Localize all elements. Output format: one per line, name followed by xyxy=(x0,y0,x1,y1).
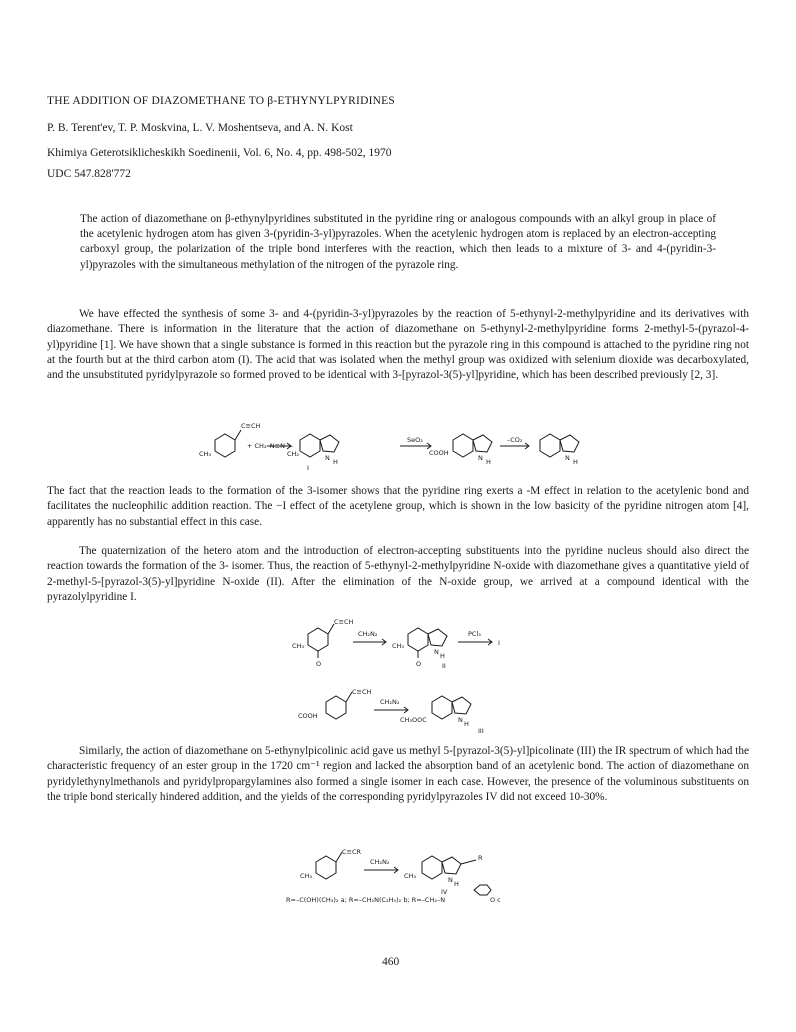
reaction-scheme-1 xyxy=(195,418,615,474)
scheme2-ch3a: CH₃ xyxy=(292,642,305,650)
scheme1-n3: N xyxy=(565,454,570,462)
abstract: The action of diazomethane on β-ethynylpyridines substituted in the pyridine ring or analogous compounds with an alkyl group in place of the acetylenic hydrogen atom has given 3-(pyridin-3-yl)pyrazoles. When the acetylenic hydrogen atom is replaced by an electron-accepting carboxyl group, the polarization of the triple bond interferes with the reaction, which then leads to a mixture of 3- and 4-(pyridin-3-yl)pyrazoles with the simultaneous methylation of the nitrogen of the pyrazole ring. xyxy=(80,213,716,271)
paragraph-2 xyxy=(47,484,749,530)
scheme4-n: N xyxy=(448,876,453,884)
page-number: 460 xyxy=(382,956,400,968)
scheme4-r-definitions: R=–C(OH)(CH₃)₂ a; R=–CH₂N(C₂H₅)₂ b; R=–CH₂–N xyxy=(286,896,446,904)
scheme2-reagent: CH₂N₂ xyxy=(358,630,378,638)
scheme1-h3: H xyxy=(573,458,578,466)
journal-citation: Khimiya Geterotsiklicheskikh Soedinenii, Vol. 6, No. 4, pp. 498-502, 1970 xyxy=(47,147,392,159)
scheme1-seo2: SeO₂ xyxy=(407,436,423,444)
paragraph-3: The quaternization of the hetero atom and the introduction of electron-accepting substituents into the pyridine nucleus should also direct the reaction towards the formation of the 3- isomer. Thus, the reaction of 5-ethynyl-2-methylpyridine N-oxide with diazomethane gives a quantitative yield of 2-methyl-5-[pyrazol-3(5)-yl]pyridine N-oxide (II). After the elimination of the N-oxide group, we arrived at a compound identical with the pyrazolylpyridine I. xyxy=(47,545,749,603)
scheme4-r: R xyxy=(478,854,483,862)
scheme4-ch3a: CH₃ xyxy=(300,872,313,880)
scheme2-pcl3: PCl₃ xyxy=(468,630,481,638)
paragraph-2-text: The fact that the reaction leads to the formation of the 3-isomer shows that the pyridine ring exerts a -M effect in relation to the acetylenic bond and facilitates the nucleophilic addition reaction. The −I effect of the acetylene group, which is shown in the low basicity of the pyridine nitrogen atom [4], apparently has no substantial effect in this case. xyxy=(47,485,749,528)
scheme4-substituents xyxy=(286,890,556,910)
scheme1-h1: H xyxy=(333,458,338,466)
scheme3-ester: CH₃OOC xyxy=(400,716,427,724)
scheme4-ch3b: CH₃ xyxy=(404,872,417,880)
scheme1-co2: –CO₂ xyxy=(507,436,523,444)
scheme1-cch: C≡CH xyxy=(241,422,261,430)
scheme2-h: H xyxy=(440,652,445,660)
scheme1-ch3: CH₃ xyxy=(199,450,212,458)
scheme3-h: H xyxy=(464,720,469,728)
paper-title: THE ADDITION OF DIAZOMETHANE TO β-ETHYNYLPYRIDINES xyxy=(47,95,395,107)
scheme3-reagent: CH₂N₂ xyxy=(380,698,400,706)
reaction-scheme-2 xyxy=(288,618,528,678)
scheme4-h: H xyxy=(454,880,459,888)
udc-code: UDC 547.828'772 xyxy=(47,168,131,180)
scheme2-to-i: I xyxy=(498,639,500,647)
scheme2-label-ii: II xyxy=(442,662,446,670)
scheme1-ch3b: CH₂ xyxy=(287,450,300,458)
scheme1-h2: H xyxy=(486,458,491,466)
scheme2-oxa: O xyxy=(316,660,322,668)
scheme4-morpholine-c: O c xyxy=(490,896,501,904)
scheme2-cch: C≡CH xyxy=(334,618,354,626)
paragraph-1: We have effected the synthesis of some 3- and 4-(pyridin-3-yl)pyrazoles by the reaction of 5-ethynyl-2-methylpyridine and its derivatives with diazomethane. There is information in the literature that the action of diazomethane on 5-ethynyl-2-methylpyridine forms 2-methyl-5-(pyrazol-4-yl)pyridine [1]. We have shown that a single substance is formed in this reaction but the pyrazole ring in this compound is attached to the pyridine ring not at the fourth but at the third carbon atom (I). The acid that was isolated when the methyl group was oxidized with selenium dioxide was decarboxylated, and the unsubstituted pyridylpyrazole so formed proved to be identical with 3-[pyrazol-3(5)-yl]pyridine, which has been described previously [2, 3]. xyxy=(47,308,749,382)
scheme1-label-i: I xyxy=(307,464,309,472)
reaction-scheme-3 xyxy=(296,688,516,738)
scheme2-ch3b: CH₃ xyxy=(392,642,405,650)
paragraph-4: Similarly, the action of diazomethane on 5-ethynylpicolinic acid gave us methyl 5-[pyrazol-3(5)-yl]picolinate (III) the IR spectrum of which had the characteristic frequency of an ester group in the 1720 cm⁻¹ region and lacked the absorption band of an acetylenic bond. The action of diazomethane on pyridylethynylmethanols and pyridylpropargylamines also formed a single isomer in each case. However, the presence of the voluminous substituents on the triple bond sterically hindered addition, and the yields of the corresponding pyridylpyrazoles IV did not exceed 10-30%. xyxy=(47,745,749,803)
scheme2-oxb: O xyxy=(416,660,422,668)
scheme1-diazo: + CH₂–N≡N — xyxy=(247,442,294,450)
scheme1-n2: N xyxy=(478,454,483,462)
scheme2-n: N xyxy=(434,648,439,656)
scheme1-cooh: COOH xyxy=(429,449,449,457)
scheme4-ccr: C≡CR xyxy=(342,848,362,856)
scheme1-n1: N xyxy=(325,454,330,462)
authors: P. B. Terent'ev, T. P. Moskvina, L. V. Moshentseva, and A. N. Kost xyxy=(47,122,353,134)
scheme3-n: N xyxy=(458,716,463,724)
scheme3-label-iii: III xyxy=(478,727,484,735)
scheme4-reagent: CH₂N₂ xyxy=(370,858,390,866)
scheme3-cooh: COOH xyxy=(298,712,318,720)
scheme4-label-iv: IV xyxy=(441,888,448,896)
scheme3-cch: C≡CH xyxy=(352,688,372,696)
